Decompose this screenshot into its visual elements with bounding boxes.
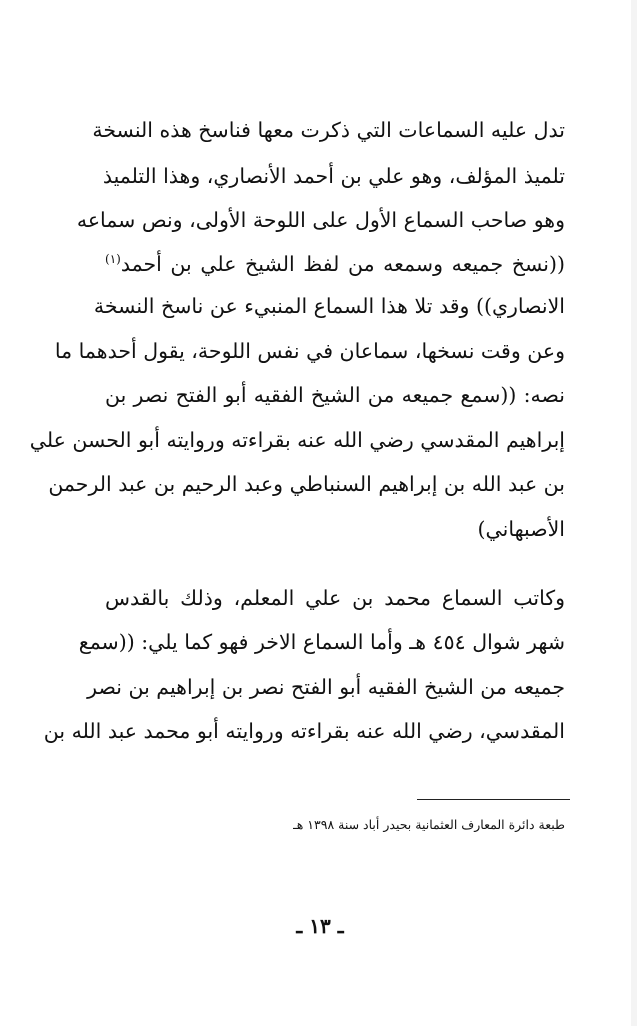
text-line-with-footnote [105, 249, 565, 279]
text-line: وكاتب السماع محمد بن علي المعلم، وذلك بالقدس [105, 586, 565, 610]
text-line: وهو صاحب السماع الأول على اللوحة الأولى، ونص سماعه [76, 208, 565, 232]
text-line: تلميذ المؤلف، وهو علي بن أحمد الأنصاري، وهذا التلميذ [102, 164, 565, 188]
scan-edge [631, 0, 637, 1026]
text-line: شهر شوال ٤٥٤ هـ وأما السماع الاخر فهو كما يلي: ((سمع [78, 630, 565, 654]
text-line: الأصبهاني) [477, 517, 565, 541]
footnote-marker: (١) [105, 252, 121, 267]
footnote-divider [417, 799, 570, 800]
page-number: ـ ١٣ ـ [296, 914, 344, 938]
text-line: بن عبد الله بن إبراهيم السنباطي وعبد الرحيم بن عبد الرحمن [48, 472, 565, 496]
footnote-text: طبعة دائرة المعارف العثمانية بحيدر أباد سنة ١٣٩٨ هـ [293, 817, 565, 832]
text-line: المقدسي، رضي الله عنه بقراءته وروايته أبو محمد عبد الله بن [43, 719, 565, 743]
text-line: جميعه من الشيخ الفقيه أبو الفتح نصر بن إبراهيم بن نصر [87, 675, 565, 699]
text-line: تدل عليه السماعات التي ذكرت معها فناسخ هذه النسخة [92, 118, 565, 142]
text-line: الانصاري)) وقد تلا هذا السماع المنبيء عن ناسخ النسخة [93, 294, 565, 318]
text-line: وعن وقت نسخها، سماعان في نفس اللوحة، يقول أحدهما ما [54, 339, 565, 363]
text-line: إبراهيم المقدسي رضي الله عنه بقراءته وروايته أبو الحسن علي [29, 428, 565, 452]
text-line: نصه: ((سمع جميعه من الشيخ الفقيه أبو الفتح نصر بن [105, 383, 565, 407]
text-line-content: ((نسخ جميعه وسمعه من لفظ الشيخ علي بن أحمد [120, 252, 565, 276]
